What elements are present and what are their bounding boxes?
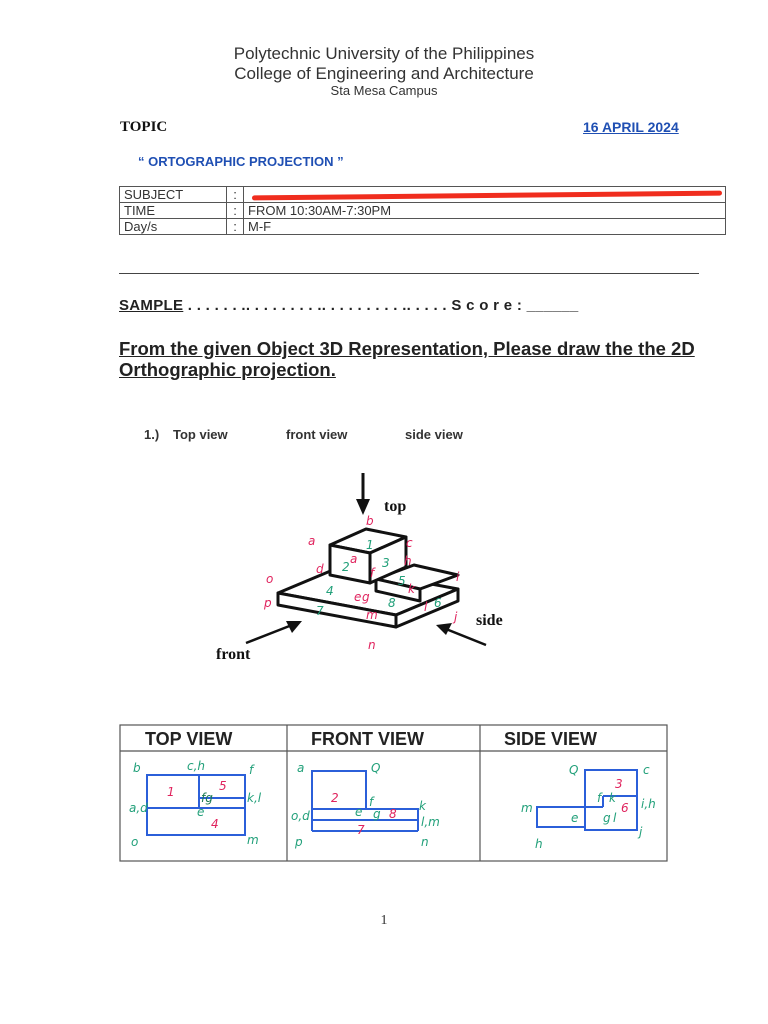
svg-text:o: o [266, 572, 274, 586]
svg-text:g: g [603, 811, 611, 825]
table-row [120, 219, 726, 235]
iso-label-front: front [216, 646, 251, 663]
svg-text:a: a [350, 552, 358, 566]
divider [119, 273, 699, 274]
iso-label-side: side [476, 612, 503, 629]
svg-text:Q: Q [569, 763, 579, 777]
svg-text:3: 3 [382, 556, 390, 570]
topic-label: TOPIC [120, 119, 168, 135]
svg-text:d: d [316, 562, 324, 576]
redaction-mark [252, 191, 722, 201]
svg-text:8: 8 [389, 807, 397, 821]
svg-text:4: 4 [211, 817, 219, 831]
svg-text:f: f [369, 795, 374, 809]
subject-label: SUBJECT [120, 187, 227, 203]
svg-text:l: l [613, 811, 617, 825]
svg-text:b: b [133, 761, 141, 775]
front-arrow-icon [246, 621, 302, 643]
item-number: 1.) [144, 427, 160, 442]
svg-text:k: k [419, 799, 426, 813]
svg-text:e: e [355, 805, 363, 819]
svg-text:6: 6 [621, 801, 629, 815]
sample-line [119, 297, 579, 314]
time-label: TIME [120, 203, 227, 219]
college-name: College of Engineering and Architecture [234, 64, 534, 83]
days-value: M-F [244, 219, 726, 235]
instruction-text: From the given Object 3D Representation, Please draw the the 2D Orthographic projection. [119, 338, 695, 380]
date-label: 16 APRIL 2024 [583, 119, 679, 135]
score-label: S c o r e : ______ [451, 297, 579, 314]
svg-text:a: a [297, 761, 305, 775]
svg-text:m: m [521, 801, 533, 815]
svg-text:5: 5 [398, 574, 406, 588]
svg-text:i: i [456, 570, 460, 584]
front-view-drawing [312, 771, 418, 831]
svg-text:fg: fg [201, 791, 213, 805]
svg-text:5: 5 [219, 779, 227, 793]
svg-text:7: 7 [316, 604, 324, 618]
header-front-view: FRONT VIEW [311, 729, 424, 749]
svg-text:Q: Q [371, 761, 381, 775]
svg-text:k: k [408, 582, 415, 596]
svg-text:2: 2 [342, 560, 350, 574]
svg-text:h: h [535, 837, 543, 851]
svg-text:b: b [366, 514, 374, 528]
svg-text:a: a [308, 534, 316, 548]
item-view-label-top: Top view [173, 427, 228, 442]
svg-text:l: l [424, 600, 428, 614]
svg-text:j: j [639, 825, 643, 839]
svg-text:n: n [368, 638, 376, 652]
svg-text:1: 1 [167, 785, 175, 799]
campus-name: Sta Mesa Campus [330, 83, 438, 98]
svg-text:e: e [354, 590, 362, 604]
svg-text:c: c [406, 536, 413, 550]
svg-text:k,l: k,l [247, 791, 262, 805]
table-row [120, 203, 726, 219]
svg-text:f: f [249, 763, 254, 777]
svg-text:o,d: o,d [291, 809, 310, 823]
svg-text:4: 4 [326, 584, 334, 598]
svg-text:f: f [370, 566, 375, 580]
isometric-drawing [200, 465, 540, 665]
svg-text:g: g [373, 807, 381, 821]
views-table [119, 724, 669, 864]
table-row [120, 187, 726, 203]
svg-text:8: 8 [388, 596, 396, 610]
svg-text:i,h: i,h [641, 797, 656, 811]
university-name: Polytechnic University of the Philippines [233, 44, 535, 63]
svg-text:m: m [366, 608, 378, 622]
item-view-label-side: side view [405, 427, 463, 442]
page-number: 1 [380, 913, 388, 928]
svg-text:2: 2 [331, 791, 339, 805]
header-top-view: TOP VIEW [145, 729, 233, 749]
svg-text:p: p [295, 835, 303, 849]
svg-text:a,d: a,d [129, 801, 148, 815]
separator: : [227, 219, 244, 235]
svg-text:j: j [454, 610, 458, 624]
days-label: Day/s [120, 219, 227, 235]
header-side-view: SIDE VIEW [504, 729, 598, 749]
topic-title: “ ORTOGRAPHIC PROJECTION ” [138, 154, 344, 169]
svg-text:l,m: l,m [421, 815, 440, 829]
time-value: FROM 10:30AM-7:30PM [244, 203, 726, 219]
subject-value [244, 187, 726, 203]
sample-dots: . . . . . . .. . . . . . . . .. . . . . . . . . .. . . . . [183, 297, 452, 314]
svg-text:c: c [643, 763, 650, 777]
top-arrow-icon [356, 473, 370, 515]
svg-text:m: m [247, 833, 259, 847]
svg-text:c,h: c,h [187, 759, 206, 773]
item-view-label-front: front view [286, 427, 348, 442]
top-view-drawing [147, 775, 245, 835]
sample-label: SAMPLE [119, 297, 184, 314]
svg-text:e: e [197, 805, 205, 819]
svg-text:p: p [264, 596, 272, 610]
svg-text:7: 7 [357, 823, 365, 837]
svg-text:h: h [404, 554, 412, 568]
separator: : [227, 203, 244, 219]
svg-text:1: 1 [366, 538, 374, 552]
svg-text:g: g [362, 590, 370, 604]
svg-text:e: e [571, 811, 579, 825]
svg-text:o: o [131, 835, 139, 849]
svg-text:k: k [609, 791, 616, 805]
info-table [119, 186, 726, 235]
svg-text:n: n [421, 835, 429, 849]
iso-label-top: top [384, 498, 407, 515]
svg-text:3: 3 [615, 777, 623, 791]
separator: : [227, 187, 244, 203]
svg-text:6: 6 [434, 596, 442, 610]
svg-text:f: f [597, 791, 602, 805]
